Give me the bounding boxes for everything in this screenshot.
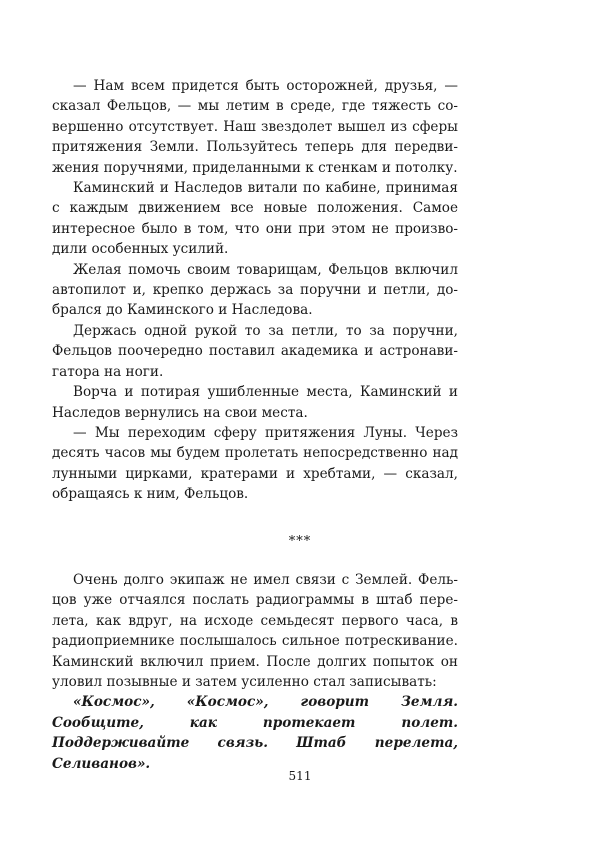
radiogram-message: «Космос», «Космос», говорит Земля. Сообщите, как протекает полет. Поддерживайте связь. Штаб перелета, Селиванов». bbox=[52, 694, 458, 772]
paragraph: Держась одной рукой то за петли, то за поручни, Фельцов поочередно поставил академика и астронавигатора на ноги. bbox=[52, 322, 458, 380]
paragraph: Ворча и потирая ушибленные места, Каминский и Наследов вернулись на свои места. bbox=[52, 384, 458, 421]
paragraph: — Мы переходим сферу притяжения Луны. Через десять часов мы будем пролетать непосредственно над лунными цирками, кратерами и хребтами, — сказал, обращаясь к ним, Фельцов. bbox=[52, 424, 458, 503]
section-separator: *** bbox=[288, 534, 312, 549]
text-section-2 bbox=[52, 570, 458, 774]
page-number: 511 bbox=[288, 769, 312, 783]
paragraph: Желая помочь своим товарищам, Фельцов включил автопилот и, крепко держась за поручни и петли, добрался до Каминского и Наследова. bbox=[52, 261, 458, 319]
paragraph: — Нам всем придется быть осторожней, друзья, — сказал Фельцов, — мы летим в среде, где тяжесть совершенно отсутствует. Наш звездолет вышел из сферы притяжения Земли. Пользуйтесь теперь для передвижения поручнями, приделанными к стенкам и потолку. bbox=[52, 78, 458, 176]
paragraph: Очень долго экипаж не имел связи с Землей. Фельцов уже отчаялся послать радиограммы в штаб перелета, как вдруг, на исходе семьдесят первого часа, в радиоприемнике послышалось сильное потрескивание. Каминский включил прием. После долгих попыток он уловил позывные и затем усиленно стал записывать: bbox=[52, 572, 458, 691]
paragraph: Каминский и Наследов витали по кабине, принимая с каждым движением все новые положения. Самое интересное было в том, что они при этом не производили особенных усилий. bbox=[52, 180, 458, 258]
text-section-1 bbox=[52, 76, 458, 505]
